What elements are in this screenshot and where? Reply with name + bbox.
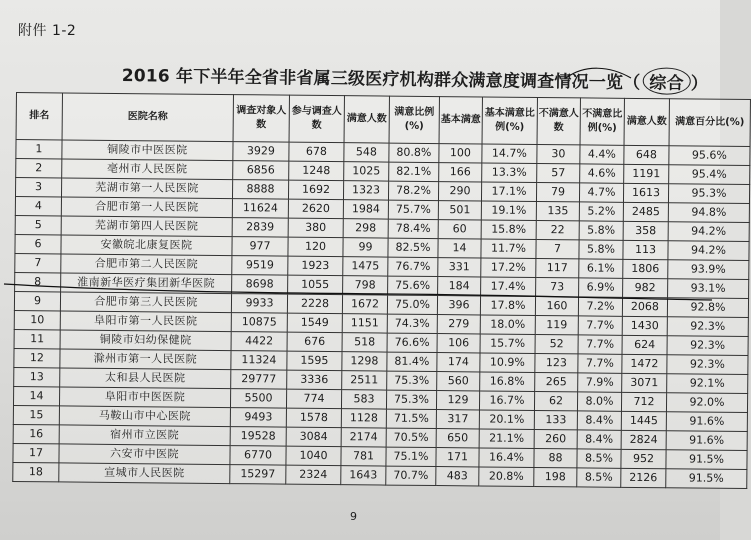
table-cell: 119 xyxy=(535,315,578,334)
table-cell: 117 xyxy=(536,258,579,277)
table-cell: 18 xyxy=(13,462,59,481)
table-cell: 1984 xyxy=(343,200,388,219)
table-cell: 10.9% xyxy=(480,353,535,373)
table-cell: 1151 xyxy=(342,314,387,333)
circled-title-annotation: 综合 xyxy=(642,67,691,95)
table-cell: 1445 xyxy=(621,411,666,430)
table-cell: 5.8% xyxy=(579,240,623,259)
column-header: 基本满意比例(%) xyxy=(482,97,537,145)
table-cell: 650 xyxy=(436,429,479,448)
table-cell: 76.6% xyxy=(387,333,437,352)
table-cell: 2068 xyxy=(622,297,667,316)
hospital-name-cell: 六安市中医院 xyxy=(59,444,230,465)
column-header: 满意人数 xyxy=(624,98,669,145)
table-cell: 70.5% xyxy=(386,428,436,447)
table-cell: 95.4% xyxy=(669,165,750,185)
table-cell: 75.3% xyxy=(387,371,437,390)
table-cell: 1475 xyxy=(343,257,388,276)
table-cell: 11.7% xyxy=(481,239,536,259)
column-header: 满意比例(%) xyxy=(389,96,439,143)
table-cell: 1578 xyxy=(286,408,341,428)
table-cell: 5.2% xyxy=(579,202,623,221)
hospital-name-cell: 铜陵市中医医院 xyxy=(62,140,233,161)
table-cell: 78.2% xyxy=(388,181,438,200)
table-cell: 15.8% xyxy=(481,220,536,240)
table-cell: 548 xyxy=(344,143,389,162)
table-header-row xyxy=(16,93,750,147)
table-cell: 82.1% xyxy=(389,162,439,181)
table-cell: 7.2% xyxy=(578,297,622,316)
table-cell: 5.8% xyxy=(579,221,623,240)
table-cell: 19.1% xyxy=(481,201,536,221)
table-cell: 977 xyxy=(232,237,288,257)
table-cell: 17.8% xyxy=(480,296,535,316)
table-cell: 8.4% xyxy=(577,411,621,430)
table-cell: 8698 xyxy=(232,275,288,295)
table-cell: 7.7% xyxy=(578,354,622,373)
table-cell: 30 xyxy=(537,145,580,164)
table-cell: 78.4% xyxy=(388,219,438,238)
table-cell: 1613 xyxy=(623,183,668,202)
table-cell: 52 xyxy=(535,334,578,353)
table-cell: 2485 xyxy=(623,202,668,221)
table-cell: 120 xyxy=(288,237,343,257)
table-cell: 7 xyxy=(536,239,579,258)
table-cell: 71.5% xyxy=(386,409,436,428)
column-header: 排名 xyxy=(16,93,62,140)
table-cell: 676 xyxy=(287,332,342,352)
table-cell: 82.5% xyxy=(388,238,438,257)
column-header: 基本满意 xyxy=(439,97,482,144)
table-cell: 92.3% xyxy=(667,355,748,375)
hospital-name-cell: 滁州市第一人民医院 xyxy=(60,349,231,370)
table-cell: 19528 xyxy=(230,427,286,447)
table-cell: 4.7% xyxy=(579,183,623,202)
table-cell: 10875 xyxy=(231,313,287,333)
table-cell: 8888 xyxy=(232,180,288,200)
title-main-text: 2016 年下半年全省非省属三级医疗机构群众满意度调查情况一览（ xyxy=(121,65,641,94)
column-header: 医院名称 xyxy=(62,93,233,142)
hospital-name-cell: 铜陵市妇幼保健院 xyxy=(60,330,231,351)
hospital-name-cell: 阜阳市中医医院 xyxy=(59,387,230,408)
column-header: 满意人数 xyxy=(344,96,389,143)
table-cell: 92.3% xyxy=(667,317,748,337)
hospital-name-cell: 宿州市立医院 xyxy=(59,425,230,446)
table-cell: 81.4% xyxy=(387,352,437,371)
table-cell: 15 xyxy=(13,405,59,424)
table-cell: 14.7% xyxy=(482,144,537,164)
table-cell: 2174 xyxy=(341,428,386,447)
table-cell: 133 xyxy=(534,410,577,429)
table-cell: 95.6% xyxy=(669,146,750,166)
table-cell: 11 xyxy=(14,329,60,348)
table-cell: 11324 xyxy=(231,351,287,371)
table-cell: 1430 xyxy=(622,316,667,335)
table-cell: 113 xyxy=(623,240,668,259)
table-cell: 260 xyxy=(534,429,577,448)
table-cell: 279 xyxy=(437,315,480,334)
table-cell: 123 xyxy=(535,353,578,372)
table-cell: 952 xyxy=(621,449,666,468)
table-cell: 106 xyxy=(437,334,480,353)
table-cell: 15.7% xyxy=(480,334,535,354)
table-cell: 1806 xyxy=(623,259,668,278)
table-cell: 1643 xyxy=(341,466,386,485)
table-cell: 92.3% xyxy=(667,336,748,356)
table-cell: 17 xyxy=(13,443,59,462)
table-cell: 9519 xyxy=(232,256,288,276)
table-cell: 982 xyxy=(623,278,668,297)
table-cell: 76.7% xyxy=(388,257,438,276)
table-cell: 13.3% xyxy=(482,163,537,183)
table-cell: 7.7% xyxy=(578,316,622,335)
table-cell: 290 xyxy=(438,182,481,201)
table-cell: 20.8% xyxy=(479,467,534,487)
table-cell: 18.0% xyxy=(480,315,535,335)
table-cell: 8.5% xyxy=(577,449,621,468)
table-cell: 2324 xyxy=(286,465,341,485)
table-cell: 135 xyxy=(536,202,579,221)
table-cell: 1191 xyxy=(624,164,669,183)
table-cell: 14 xyxy=(13,386,59,405)
table-cell: 93.1% xyxy=(668,279,749,299)
table-cell: 1923 xyxy=(288,256,343,276)
table-cell: 4422 xyxy=(231,332,287,352)
table-cell: 75.6% xyxy=(388,276,438,295)
table-cell: 16 xyxy=(13,424,59,443)
table-cell: 8 xyxy=(15,272,61,291)
table-cell: 91.6% xyxy=(666,412,747,432)
table-cell: 1128 xyxy=(341,409,386,428)
table-cell: 94.2% xyxy=(668,241,749,261)
table-cell: 781 xyxy=(341,447,386,466)
table-cell: 99 xyxy=(343,238,388,257)
hospital-name-cell: 亳州市人民医院 xyxy=(62,159,233,180)
table-cell: 7.7% xyxy=(578,335,622,354)
table-cell: 75.7% xyxy=(388,200,438,219)
table-cell: 8.0% xyxy=(577,392,621,411)
table-cell: 1298 xyxy=(342,352,387,371)
table-cell: 80.8% xyxy=(389,143,439,162)
hospital-name-cell: 淮南新华医疗集团新华医院 xyxy=(61,273,232,294)
table-cell: 198 xyxy=(534,467,577,486)
hospital-name-cell: 合肥市第二人民医院 xyxy=(61,254,232,275)
table-cell: 10 xyxy=(14,310,60,329)
table-cell: 6 xyxy=(15,234,61,253)
table-cell: 4.6% xyxy=(580,164,624,183)
table-cell: 6.1% xyxy=(579,259,623,278)
table-cell: 3 xyxy=(15,178,61,197)
table-cell: 16.4% xyxy=(479,448,534,468)
hospital-name-cell: 合肥市第三人民医院 xyxy=(60,292,231,313)
table-cell: 298 xyxy=(343,219,388,238)
table-cell: 129 xyxy=(436,391,479,410)
hospital-name-cell: 太和县人民医院 xyxy=(60,368,231,389)
table-cell: 3929 xyxy=(233,142,289,162)
table-cell: 9493 xyxy=(230,408,286,428)
hospital-name-cell: 合肥市第一人民医院 xyxy=(61,197,232,218)
table-cell: 1 xyxy=(16,140,62,159)
table-cell: 483 xyxy=(436,467,479,486)
table-cell: 4 xyxy=(15,196,61,215)
table-cell: 2228 xyxy=(287,294,342,314)
survey-table xyxy=(12,92,751,489)
table-cell: 13 xyxy=(14,367,60,386)
table-cell: 560 xyxy=(437,372,480,391)
table-cell: 5500 xyxy=(230,389,286,409)
table-cell: 57 xyxy=(537,164,580,183)
table-cell: 75.3% xyxy=(386,390,436,409)
column-header: 参与调查人数 xyxy=(289,95,344,143)
page-number: 9 xyxy=(350,510,357,523)
title-close-paren: ） xyxy=(690,73,709,95)
table-cell: 1692 xyxy=(288,180,343,200)
document-title xyxy=(122,60,709,95)
table-cell: 501 xyxy=(438,201,481,220)
column-header: 不满意人数 xyxy=(537,98,580,145)
table-cell: 29777 xyxy=(231,370,287,390)
hospital-name-cell: 芜湖市第一人民医院 xyxy=(61,178,232,199)
table-cell: 91.5% xyxy=(666,450,747,470)
table-cell: 17.4% xyxy=(481,277,536,297)
table-cell: 5 xyxy=(15,215,61,234)
survey-table-wrapper xyxy=(12,92,745,489)
table-cell: 88 xyxy=(534,448,577,467)
table-cell: 14 xyxy=(438,239,481,258)
table-cell: 8.5% xyxy=(577,468,621,487)
hospital-name-cell: 马鞍山市中心医院 xyxy=(59,406,230,427)
table-cell: 1672 xyxy=(342,295,387,314)
table-cell: 22 xyxy=(536,221,579,240)
table-cell: 2824 xyxy=(621,430,666,449)
table-cell: 678 xyxy=(289,142,344,162)
table-cell: 2511 xyxy=(342,371,387,390)
table-cell: 16.8% xyxy=(480,372,535,392)
table-cell: 1055 xyxy=(288,275,343,295)
table-cell: 60 xyxy=(438,220,481,239)
table-cell: 3071 xyxy=(622,373,667,392)
table-cell: 2 xyxy=(16,159,62,178)
table-cell: 91.6% xyxy=(666,431,747,451)
table-cell: 6770 xyxy=(230,446,286,466)
table-cell: 92.8% xyxy=(667,298,748,318)
table-cell: 184 xyxy=(438,277,481,296)
table-cell: 70.7% xyxy=(386,466,436,485)
hospital-name-cell: 芜湖市第四人民医院 xyxy=(61,216,232,237)
table-cell: 1595 xyxy=(287,351,342,371)
table-cell: 518 xyxy=(342,333,387,352)
table-cell: 265 xyxy=(535,372,578,391)
table-cell: 8.4% xyxy=(577,430,621,449)
table-cell: 380 xyxy=(288,218,343,238)
table-cell: 1323 xyxy=(343,181,388,200)
table-cell: 166 xyxy=(439,163,482,182)
table-cell: 171 xyxy=(436,448,479,467)
table-cell: 75.1% xyxy=(386,447,436,466)
table-cell: 583 xyxy=(341,390,386,409)
table-cell: 774 xyxy=(286,389,341,409)
table-cell: 17.1% xyxy=(481,182,536,202)
table-cell: 4.4% xyxy=(580,145,624,164)
table-cell: 9933 xyxy=(231,294,287,314)
column-header: 调查对象人数 xyxy=(233,95,289,143)
table-cell: 1549 xyxy=(287,313,342,333)
table-cell: 21.1% xyxy=(479,429,534,449)
column-header: 不满意比例(%) xyxy=(580,98,624,145)
table-cell: 1248 xyxy=(289,161,344,181)
table-cell: 94.2% xyxy=(668,222,749,242)
table-cell: 93.9% xyxy=(668,260,749,280)
table-cell: 12 xyxy=(14,348,60,367)
table-cell: 74.3% xyxy=(387,314,437,333)
hospital-name-cell: 宣城市人民医院 xyxy=(59,463,230,484)
table-cell: 100 xyxy=(439,144,482,163)
table-cell: 798 xyxy=(343,276,388,295)
table-cell: 6.9% xyxy=(579,278,623,297)
table-cell: 79 xyxy=(536,183,579,202)
table-cell: 16.7% xyxy=(479,391,534,411)
table-cell: 1025 xyxy=(344,162,389,181)
table-cell: 92.0% xyxy=(666,393,747,413)
table-cell: 2126 xyxy=(621,468,666,487)
column-header: 满意百分比(%) xyxy=(669,99,750,147)
table-cell: 95.3% xyxy=(668,184,749,204)
table-cell: 75.0% xyxy=(387,295,437,314)
table-cell: 73 xyxy=(536,277,579,296)
table-cell: 11624 xyxy=(232,199,288,219)
table-cell: 94.8% xyxy=(668,203,749,223)
table-cell: 396 xyxy=(437,296,480,315)
table-cell: 1472 xyxy=(622,354,667,373)
table-cell: 2839 xyxy=(232,218,288,238)
table-cell: 92.1% xyxy=(667,374,748,394)
table-cell: 2620 xyxy=(288,199,343,219)
table-cell: 624 xyxy=(622,335,667,354)
table-cell: 7 xyxy=(15,253,61,272)
table-cell: 648 xyxy=(624,145,669,164)
attachment-label: 附件 1-2 xyxy=(18,23,77,39)
hospital-name-cell: 安徽皖北康复医院 xyxy=(61,235,232,256)
table-cell: 62 xyxy=(534,391,577,410)
table-cell: 712 xyxy=(621,392,666,411)
table-cell: 3084 xyxy=(286,427,341,447)
table-cell: 6856 xyxy=(233,161,289,181)
table-cell: 17.2% xyxy=(481,258,536,278)
table-cell: 20.1% xyxy=(479,410,534,430)
table-cell: 3336 xyxy=(287,370,342,390)
table-cell: 358 xyxy=(623,221,668,240)
table-cell: 317 xyxy=(436,410,479,429)
table-cell: 174 xyxy=(437,353,480,372)
table-cell: 1040 xyxy=(286,446,341,466)
hospital-name-cell: 阜阳市第一人民医院 xyxy=(60,311,231,332)
table-cell: 331 xyxy=(438,258,481,277)
table-cell: 160 xyxy=(535,296,578,315)
table-cell: 15297 xyxy=(230,465,286,485)
table-cell: 91.5% xyxy=(666,469,747,489)
table-cell: 7.9% xyxy=(578,373,622,392)
table-cell: 9 xyxy=(14,291,60,310)
table-body xyxy=(13,140,750,489)
